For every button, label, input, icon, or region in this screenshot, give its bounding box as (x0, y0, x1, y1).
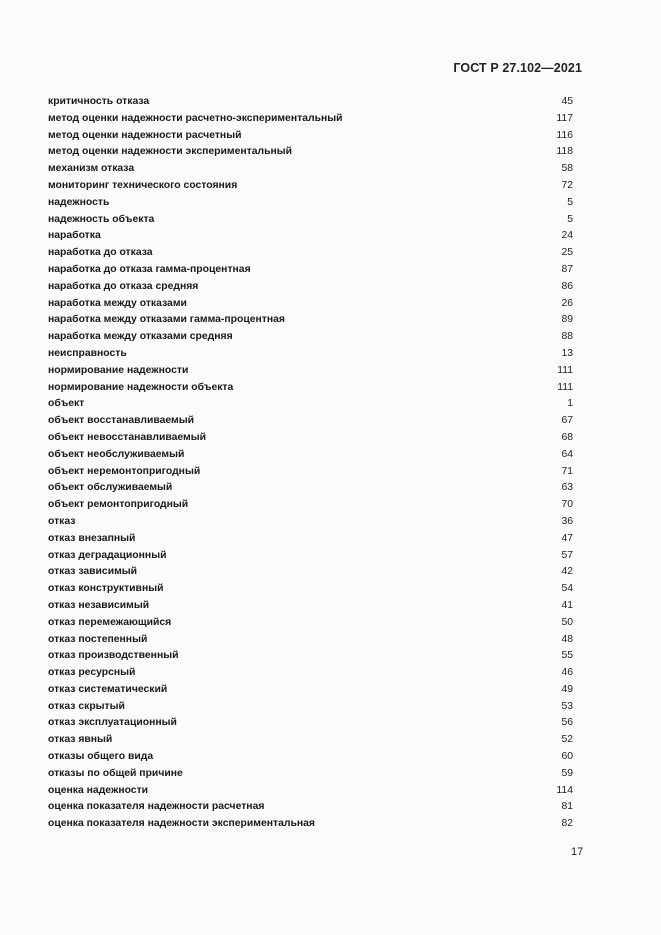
index-ref: 68 (561, 431, 573, 443)
index-term: отказы по общей причине (48, 767, 183, 779)
index-entry (48, 212, 573, 229)
index-term: отказы общего вида (48, 751, 154, 763)
index-ref: 59 (561, 767, 573, 779)
page-number: 17 (571, 846, 584, 858)
index-entry (48, 279, 573, 296)
index-ref: 5 (567, 213, 573, 225)
index-term: отказ перемежающийся (48, 616, 172, 628)
index-entry (48, 783, 573, 800)
index-term: наработка между отказами средняя (48, 331, 233, 343)
index-ref: 111 (557, 381, 573, 393)
index-term: отказ независимый (48, 599, 150, 611)
index-entry (48, 447, 573, 464)
index-ref: 52 (561, 734, 573, 746)
index-term: наработка до отказа гамма-процентная (48, 263, 251, 275)
index-term: наработка до отказа (48, 247, 153, 259)
index-term: оценка показателя надежности расчетная (48, 801, 265, 813)
index-ref: 25 (561, 247, 573, 259)
index-entry (48, 564, 573, 581)
index-ref: 64 (561, 448, 573, 460)
index-term: критичность отказа (48, 96, 150, 107)
index-entry (48, 161, 573, 178)
index-entry (48, 363, 573, 380)
index-entry (48, 413, 573, 430)
index-term: метод оценки надежности экспериментальный (48, 146, 293, 158)
index-entry (48, 615, 573, 632)
index-entry (48, 296, 573, 313)
index-ref: 36 (561, 515, 573, 527)
index-term: объект невосстанавливаемый (48, 431, 207, 443)
index-entry (48, 766, 573, 783)
index-entry (48, 111, 573, 128)
index-entry (48, 228, 573, 245)
index-term: отказ деградационный (48, 549, 167, 561)
index-term: наработка до отказа средняя (48, 280, 199, 292)
index-ref: 5 (567, 196, 573, 208)
index-ref: 81 (561, 801, 573, 813)
index-ref: 89 (561, 314, 573, 326)
index-entry (48, 699, 573, 716)
index-term: отказ постепенный (48, 633, 148, 645)
index-ref: 67 (561, 415, 573, 427)
index-entry (48, 531, 573, 548)
alphabetical-index (48, 94, 573, 833)
index-ref: 46 (561, 667, 573, 679)
index-term: надежность (48, 196, 110, 208)
index-ref: 71 (561, 465, 573, 477)
index-entry (48, 548, 573, 565)
index-entry (48, 648, 573, 665)
index-term: механизм отказа (48, 163, 135, 175)
index-entry (48, 195, 573, 212)
index-entry (48, 396, 573, 413)
index-entry (48, 312, 573, 329)
index-entry (48, 346, 573, 363)
index-term: отказ конструктивный (48, 583, 164, 595)
index-entry (48, 430, 573, 447)
index-term: наработка между отказами (48, 297, 187, 309)
index-ref: 41 (561, 599, 573, 611)
index-ref: 50 (561, 616, 573, 628)
index-ref: 57 (561, 549, 573, 561)
index-term: наработка (48, 230, 101, 242)
index-ref: 114 (556, 784, 573, 796)
index-term: надежность объекта (48, 213, 155, 225)
index-entry (48, 749, 573, 766)
index-entry (48, 497, 573, 514)
index-term: метод оценки надежности расчетный (48, 129, 242, 141)
index-ref: 42 (561, 566, 573, 578)
index-entry (48, 799, 573, 816)
index-ref: 56 (561, 717, 573, 729)
index-entry (48, 732, 573, 749)
index-ref: 55 (561, 650, 573, 662)
index-term: объект необслуживаемый (48, 448, 185, 460)
index-term: объект ремонтопригодный (48, 499, 189, 511)
index-entry (48, 665, 573, 682)
index-term: отказ явный (48, 734, 113, 746)
index-term: нормирование надежности (48, 364, 189, 376)
index-term: нормирование надежности объекта (48, 381, 234, 393)
index-ref: 60 (561, 751, 573, 763)
index-term: объект восстанавливаемый (48, 415, 194, 427)
index-entry (48, 144, 573, 161)
index-ref: 1 (567, 398, 573, 410)
index-entry (48, 245, 573, 262)
index-ref: 26 (561, 297, 573, 309)
index-term: оценка надежности (48, 784, 149, 796)
index-term: отказ эксплуатационный (48, 717, 177, 729)
index-ref: 72 (561, 179, 573, 191)
index-entry (48, 715, 573, 732)
index-entry (48, 682, 573, 699)
index-entry (48, 514, 573, 531)
index-ref: 86 (561, 280, 573, 292)
index-term: отказ (48, 515, 76, 527)
index-ref: 58 (561, 163, 573, 175)
index-ref: 116 (556, 129, 573, 141)
index-entry (48, 128, 573, 145)
index-ref: 87 (561, 263, 573, 275)
index-entry (48, 94, 573, 111)
index-entry (48, 329, 573, 346)
index-entry (48, 480, 573, 497)
index-ref: 118 (556, 146, 573, 158)
index-ref: 111 (557, 364, 573, 376)
index-ref: 13 (561, 347, 573, 359)
index-entry (48, 816, 573, 833)
index-term: отказ зависимый (48, 566, 138, 578)
index-ref: 45 (561, 96, 573, 107)
index-term: отказ производственный (48, 650, 179, 662)
index-term: отказ скрытый (48, 700, 125, 712)
index-ref: 54 (561, 583, 573, 595)
index-term: объект обслуживаемый (48, 482, 173, 494)
index-term: мониторинг технического состояния (48, 179, 238, 191)
index-ref: 49 (561, 683, 573, 695)
index-ref: 70 (561, 499, 573, 511)
index-ref: 82 (561, 818, 573, 830)
index-entry (48, 464, 573, 481)
index-term: объект (48, 398, 85, 410)
index-term: оценка показателя надежности экспериментальная (48, 818, 315, 830)
index-entry (48, 380, 573, 397)
index-term: отказ систематический (48, 683, 168, 695)
index-term: наработка между отказами гамма-процентная (48, 314, 285, 326)
index-term: отказ ресурсный (48, 667, 136, 679)
index-term: метод оценки надежности расчетно-экспериментальный (48, 112, 343, 124)
index-ref: 47 (561, 532, 573, 544)
index-entry (48, 581, 573, 598)
index-ref: 53 (561, 700, 573, 712)
index-entry (48, 632, 573, 649)
document-code-header: ГОСТ Р 27.102—2021 (453, 61, 582, 75)
index-ref: 24 (561, 230, 573, 242)
index-term: отказ внезапный (48, 532, 136, 544)
index-ref: 88 (561, 331, 573, 343)
index-ref: 63 (561, 482, 573, 494)
index-ref: 117 (556, 112, 573, 124)
index-entry (48, 178, 573, 195)
index-entry (48, 262, 573, 279)
index-ref: 48 (561, 633, 573, 645)
index-term: неисправность (48, 347, 127, 359)
index-entry (48, 598, 573, 615)
index-term: объект неремонтопригодный (48, 465, 201, 477)
